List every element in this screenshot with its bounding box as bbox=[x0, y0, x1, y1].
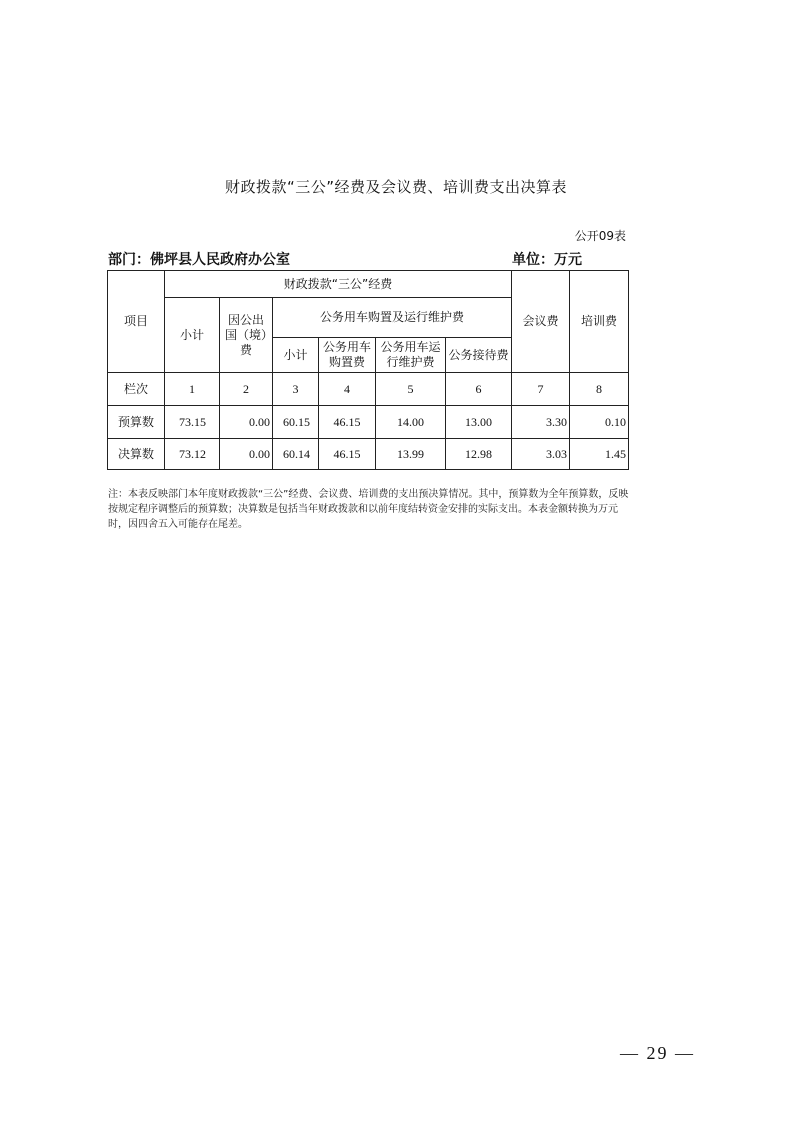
header-subtotal: 小计 bbox=[165, 298, 220, 373]
table-cell: 0.10 bbox=[570, 406, 629, 439]
table-title: 财政拨款“三公”经费及会议费、培训费支出决算表 bbox=[224, 178, 568, 196]
table-cell: 12.98 bbox=[446, 439, 512, 470]
department-label: 部门：佛坪县人民政府办公室 bbox=[108, 252, 290, 268]
row-label: 预算数 bbox=[108, 406, 165, 439]
table-cell: 60.14 bbox=[273, 439, 319, 470]
table-cell: 4 bbox=[319, 373, 376, 406]
header-vehicle-group: 公务用车购置及运行维护费 bbox=[273, 298, 512, 338]
row-label: 栏次 bbox=[108, 373, 165, 406]
header-three-public: 财政拨款“三公”经费 bbox=[165, 271, 512, 298]
table-cell: 6 bbox=[446, 373, 512, 406]
header-vehicle-purchase: 公务用车购置费 bbox=[319, 338, 376, 373]
table-cell: 3.30 bbox=[512, 406, 570, 439]
header-training: 培训费 bbox=[570, 271, 629, 373]
table-cell: 7 bbox=[512, 373, 570, 406]
form-code: 公开09表 bbox=[574, 229, 626, 243]
table-cell: 46.15 bbox=[319, 406, 376, 439]
unit-label: 单位：万元 bbox=[512, 252, 582, 268]
table-cell: 60.15 bbox=[273, 406, 319, 439]
header-item: 项目 bbox=[108, 271, 165, 373]
table-cell: 1 bbox=[165, 373, 220, 406]
row-label: 决算数 bbox=[108, 439, 165, 470]
table-cell: 14.00 bbox=[376, 406, 446, 439]
table-cell: 0.00 bbox=[220, 439, 273, 470]
table-cell: 0.00 bbox=[220, 406, 273, 439]
table-row bbox=[108, 373, 629, 406]
table-cell: 13.99 bbox=[376, 439, 446, 470]
table-cell: 5 bbox=[376, 373, 446, 406]
table-row bbox=[108, 439, 629, 470]
header-reception: 公务接待费 bbox=[446, 338, 512, 373]
header-vehicle-operation: 公务用车运行维护费 bbox=[376, 338, 446, 373]
page-number: — 29 — bbox=[620, 1043, 695, 1063]
table-cell: 46.15 bbox=[319, 439, 376, 470]
header-vehicle-subtotal: 小计 bbox=[273, 338, 319, 373]
table-cell: 8 bbox=[570, 373, 629, 406]
expenditure-table bbox=[107, 270, 629, 470]
table-cell: 73.15 bbox=[165, 406, 220, 439]
table-cell: 2 bbox=[220, 373, 273, 406]
header-abroad: 因公出国（境）费 bbox=[220, 298, 273, 373]
table-cell: 1.45 bbox=[570, 439, 629, 470]
table-cell: 13.00 bbox=[446, 406, 512, 439]
table-cell: 3.03 bbox=[512, 439, 570, 470]
table-cell: 73.12 bbox=[165, 439, 220, 470]
header-meeting: 会议费 bbox=[512, 271, 570, 373]
table-row bbox=[108, 406, 629, 439]
table-note: 注：本表反映部门本年度财政拨款“三公”经费、会议费、培训费的支出预决算情况。其中，预算数为全年预算数，反映按规定程序调整后的预算数；决算数是包括当年财政拨款和以前年度结转资金安排的实际支出。本表金额转换为万元时，因四舍五入可能存在尾差。 bbox=[108, 489, 629, 530]
table-cell: 3 bbox=[273, 373, 319, 406]
